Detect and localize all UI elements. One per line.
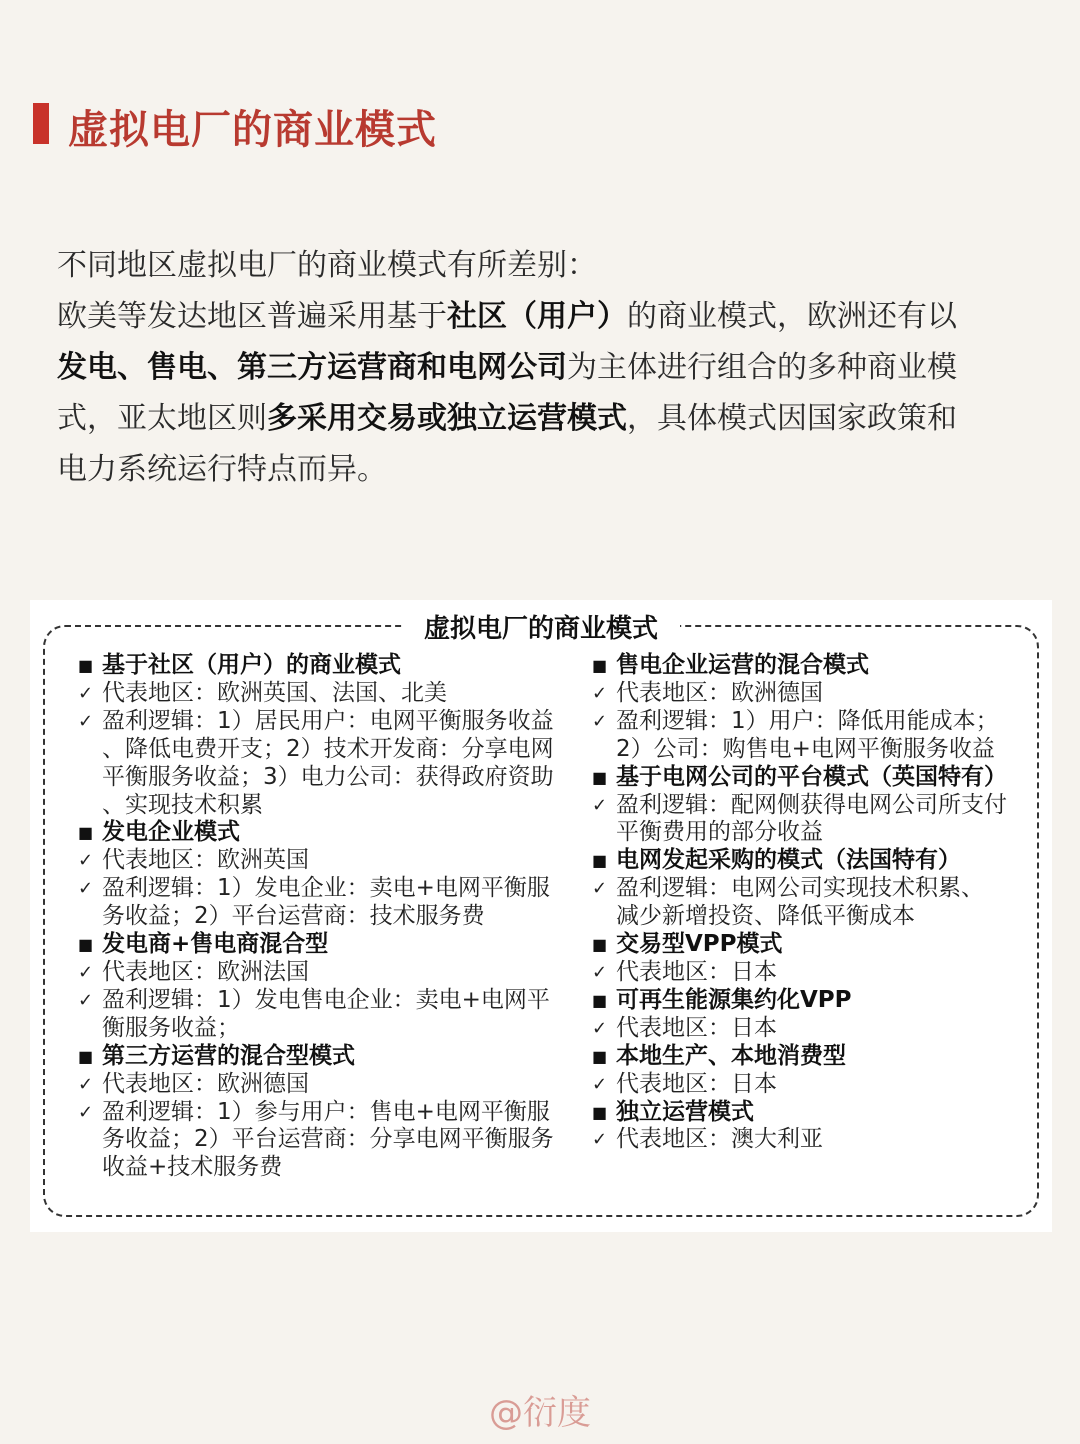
checkmark-icon: ✓ [592, 710, 608, 732]
item-text: 代表地区：欧洲德国 [616, 679, 823, 706]
square-bullet-icon: ■ [592, 990, 608, 1010]
checkmark-icon: ✓ [592, 961, 608, 983]
paragraph-line [57, 342, 1047, 393]
item-text: 务收益；2）平台运营商：技术服务费 [102, 903, 485, 930]
paragraph-line [57, 444, 1047, 495]
model-detail [592, 1071, 1042, 1099]
item-text: 发电企业模式 [102, 819, 240, 846]
item-text: 独立运营模式 [616, 1098, 754, 1125]
item-text: 代表地区：欧洲英国、法国、北美 [102, 679, 447, 706]
model-heading [78, 1043, 578, 1071]
item-text: 代表地区：日本 [616, 1070, 777, 1097]
model-heading [592, 931, 1042, 959]
checkmark-icon: ✓ [78, 1073, 94, 1095]
item-text: 代表地区：日本 [616, 958, 777, 985]
item-text: 代表地区：日本 [616, 1014, 777, 1041]
emphasis-text: 发电、售电、第三方运营商和电网公司 [57, 350, 567, 385]
checkmark-icon: ✓ [592, 878, 608, 900]
checkmark-icon: ✓ [592, 1073, 608, 1095]
checkmark-icon: ✓ [592, 1129, 608, 1151]
model-heading [592, 847, 1042, 875]
square-bullet-icon: ■ [592, 851, 608, 871]
checkmark-icon: ✓ [592, 1017, 608, 1039]
model-detail [78, 903, 578, 931]
model-heading [592, 652, 1042, 680]
item-text: 代表地区：欧洲英国 [102, 847, 309, 874]
checkmark-icon: ✓ [592, 682, 608, 704]
square-bullet-icon: ■ [78, 935, 94, 955]
model-detail [78, 1126, 578, 1154]
checkmark-icon: ✓ [78, 961, 94, 983]
right-column [592, 652, 1042, 1154]
checkmark-icon: ✓ [78, 710, 94, 732]
square-bullet-icon: ■ [592, 656, 608, 675]
card-title: 虚拟电厂的商业模式 [402, 614, 680, 644]
item-text: 减少新增投资、降低平衡成本 [616, 903, 915, 930]
paragraph-text: ，具体模式因国家政策和 [627, 401, 957, 436]
model-detail [592, 903, 1042, 931]
item-text: 交易型VPP模式 [616, 931, 783, 958]
model-detail [78, 680, 578, 708]
checkmark-icon: ✓ [78, 1101, 94, 1123]
paragraph-line [57, 291, 1047, 342]
model-detail [78, 792, 578, 820]
model-detail [592, 819, 1042, 847]
item-text: 发电商+售电商混合型 [102, 931, 329, 958]
model-detail [78, 1154, 578, 1182]
checkmark-icon: ✓ [78, 850, 94, 872]
item-text: 盈利逻辑：1）用户：降低用能成本； [616, 707, 999, 734]
business-model-card [30, 600, 1052, 1232]
model-detail [78, 987, 578, 1015]
model-detail [78, 1071, 578, 1099]
model-detail [78, 875, 578, 903]
model-detail [592, 875, 1042, 903]
paragraph-line [57, 240, 1047, 291]
paragraph-text: 为主体进行组合的多种商业模 [567, 350, 957, 385]
model-detail [592, 792, 1042, 820]
square-bullet-icon: ■ [78, 656, 94, 675]
model-detail [78, 1099, 578, 1127]
model-detail [592, 680, 1042, 708]
model-detail [592, 1126, 1042, 1154]
model-heading [592, 987, 1042, 1015]
item-text: 盈利逻辑：1）参与用户：售电+电网平衡服 [102, 1098, 550, 1125]
item-text: 盈利逻辑：1）发电企业：卖电+电网平衡服 [102, 875, 550, 902]
paragraph-line [57, 393, 1047, 444]
item-text: 2）公司：购售电+电网平衡服务收益 [616, 735, 995, 762]
square-bullet-icon: ■ [78, 1046, 94, 1066]
model-detail [78, 708, 578, 736]
item-text: 盈利逻辑：电网公司实现技术积累、 [616, 875, 984, 902]
checkmark-icon: ✓ [78, 682, 94, 704]
item-text: 务收益；2）平台运营商：分享电网平衡服务 [102, 1126, 554, 1153]
model-detail [78, 959, 578, 987]
title-accent-bar [33, 103, 49, 144]
item-text: 平衡服务收益；3）电力公司：获得政府资助 [102, 763, 554, 790]
checkmark-icon: ✓ [592, 794, 608, 816]
item-text: 平衡费用的部分收益 [616, 819, 823, 846]
paragraph-text: 式，亚太地区则 [57, 401, 267, 436]
model-detail [78, 1015, 578, 1043]
item-text: 代表地区：欧洲法国 [102, 958, 309, 985]
paragraph-text: 的商业模式，欧洲还有以 [627, 299, 957, 334]
item-text: 第三方运营的混合型模式 [102, 1042, 355, 1069]
square-bullet-icon: ■ [592, 1102, 608, 1122]
item-text: 收益+技术服务费 [102, 1154, 283, 1181]
watermark: @衍度 [489, 1393, 591, 1433]
item-text: 盈利逻辑：配网侧获得电网公司所支付 [616, 791, 1007, 818]
model-heading [78, 819, 578, 847]
model-detail [592, 736, 1042, 764]
item-text: 本地生产、本地消费型 [616, 1042, 846, 1069]
item-text: 盈利逻辑：1）发电售电企业：卖电+电网平 [102, 986, 550, 1013]
paragraph-text: 欧美等发达地区普遍采用基于 [57, 299, 447, 334]
square-bullet-icon: ■ [592, 1046, 608, 1066]
item-text: 、实现技术积累 [102, 791, 263, 818]
item-text: 、降低电费开支；2）技术开发商：分享电网 [102, 735, 554, 762]
model-heading [592, 764, 1042, 792]
item-text: 可再生能源集约化VPP [616, 986, 852, 1013]
model-detail [78, 847, 578, 875]
model-heading [592, 1043, 1042, 1071]
checkmark-icon: ✓ [78, 878, 94, 900]
card-title-wrap [30, 608, 1052, 645]
item-text: 基于社区（用户）的商业模式 [102, 652, 401, 678]
item-text: 盈利逻辑：1）居民用户：电网平衡服务收益 [102, 707, 554, 734]
paragraph-text: 不同地区虚拟电厂的商业模式有所差别： [57, 248, 597, 283]
square-bullet-icon: ■ [592, 935, 608, 955]
square-bullet-icon: ■ [78, 823, 94, 843]
page-title: 虚拟电厂的商业模式 [68, 107, 437, 153]
item-text: 衡服务收益； [102, 1014, 240, 1041]
model-heading [78, 652, 578, 680]
model-heading [78, 931, 578, 959]
square-bullet-icon: ■ [592, 767, 608, 787]
left-column [78, 652, 578, 1182]
model-detail [592, 708, 1042, 736]
item-text: 代表地区：澳大利亚 [616, 1126, 823, 1153]
model-detail [78, 736, 578, 764]
model-detail [592, 959, 1042, 987]
checkmark-icon: ✓ [78, 989, 94, 1011]
item-text: 售电企业运营的混合模式 [616, 652, 869, 678]
model-heading [592, 1099, 1042, 1127]
model-detail [592, 1015, 1042, 1043]
item-text: 代表地区：欧洲德国 [102, 1070, 309, 1097]
model-detail [78, 764, 578, 792]
item-text: 电网发起采购的模式（法国特有） [616, 847, 961, 874]
item-text: 基于电网公司的平台模式（英国特有） [616, 763, 1007, 790]
intro-paragraph [57, 240, 1047, 495]
emphasis-text: 多采用交易或独立运营模式 [267, 401, 627, 436]
emphasis-text: 社区（用户） [447, 299, 627, 334]
paragraph-text: 电力系统运行特点而异。 [57, 452, 387, 487]
